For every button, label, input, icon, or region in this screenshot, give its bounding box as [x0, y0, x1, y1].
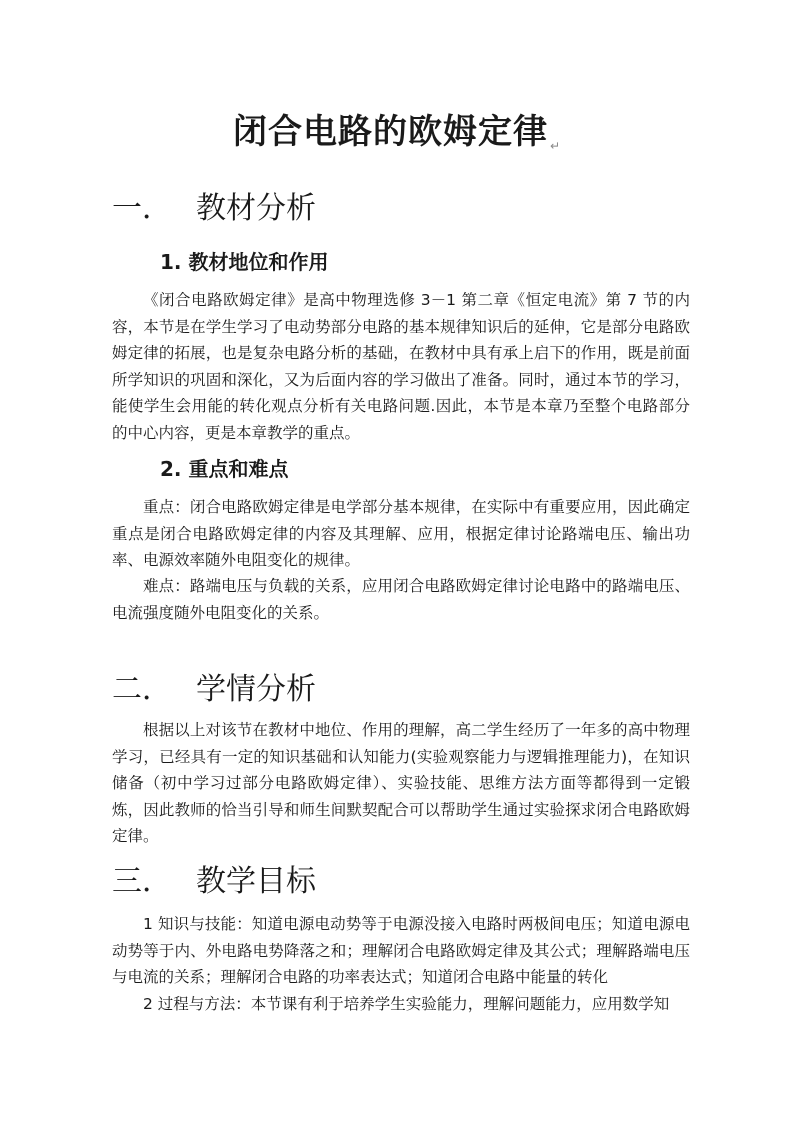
- subsection-heading-1-2: 2. 重点和难点: [160, 457, 289, 481]
- section-heading-3: [112, 856, 316, 900]
- subsection-heading-1-1: 1. 教材地位和作用: [160, 250, 329, 274]
- paragraph: 根据以上对该节在教材中地位、作用的理解，高二学生经历了一年多的高中物理学习，已经具有一定的知识基础和认知能力(实验观察能力与逻辑推理能力)，在知识储备（初中学习过部分电路欧姆定律）、实验技能、思维方法方面等都得到一定锻炼，因此教师的恰当引导和师生间默契配合可以帮助学生通过实验探求闭合电路欧姆定律。: [112, 721, 690, 845]
- section-number: 一．: [112, 191, 172, 226]
- section-title: 教材分析: [196, 191, 316, 226]
- paragraph: 1 知识与技能：知道电源电动势等于电源没接入电路时两极间电压；知道电源电动势等于内、外电路电势降落之和；理解闭合电路欧姆定律及其公式；理解路端电压与电流的关系；理解闭合电路的功率表达式；知道闭合电路中能量的转化: [112, 915, 690, 986]
- section-title: 学情分析: [196, 672, 316, 707]
- section-heading-1: [112, 183, 316, 227]
- paragraph: 2 过程与方法：本节课有利于培养学生实验能力，理解问题能力，应用数学知: [143, 995, 670, 1013]
- section-number: 二．: [112, 672, 172, 707]
- paragraph: 难点：路端电压与负载的关系，应用闭合电路欧姆定律讨论电路中的路端电压、电流强度随外电阻变化的关系。: [112, 577, 690, 622]
- paragraph: 重点：闭合电路欧姆定律是电学部分基本规律，在实际中有重要应用，因此确定重点是闭合电路欧姆定律的内容及其理解、应用，根据定律讨论路端电压、输出功率、电源效率随外电阻变化的规律。: [112, 498, 690, 569]
- section-title: 教学目标: [196, 864, 316, 899]
- paragraph-mark: ↵: [549, 139, 562, 153]
- title-text: 闭合电路的欧姆定律: [232, 112, 548, 152]
- section-heading-2: [112, 664, 316, 708]
- section-number: 三．: [112, 864, 172, 899]
- paragraph: 《闭合电路欧姆定律》是高中物理选修 3－1 第二章《恒定电流》第 7 节的内容，本节是在学生学习了电动势部分电路的基本规律知识后的延伸，它是部分电路欧姆定律的拓展，也是复杂电路分析的基础，在教材中具有承上启下的作用，既是前面所学知识的巩固和深化，又为后面内容的学习做出了准备。同时，通过本节的学习，能使学生会用能的转化观点分析有关电路问题.因此，本节是本章乃至整个电路部分的中心内容，更是本章教学的重点。: [112, 291, 690, 442]
- document-title: [0, 104, 794, 153]
